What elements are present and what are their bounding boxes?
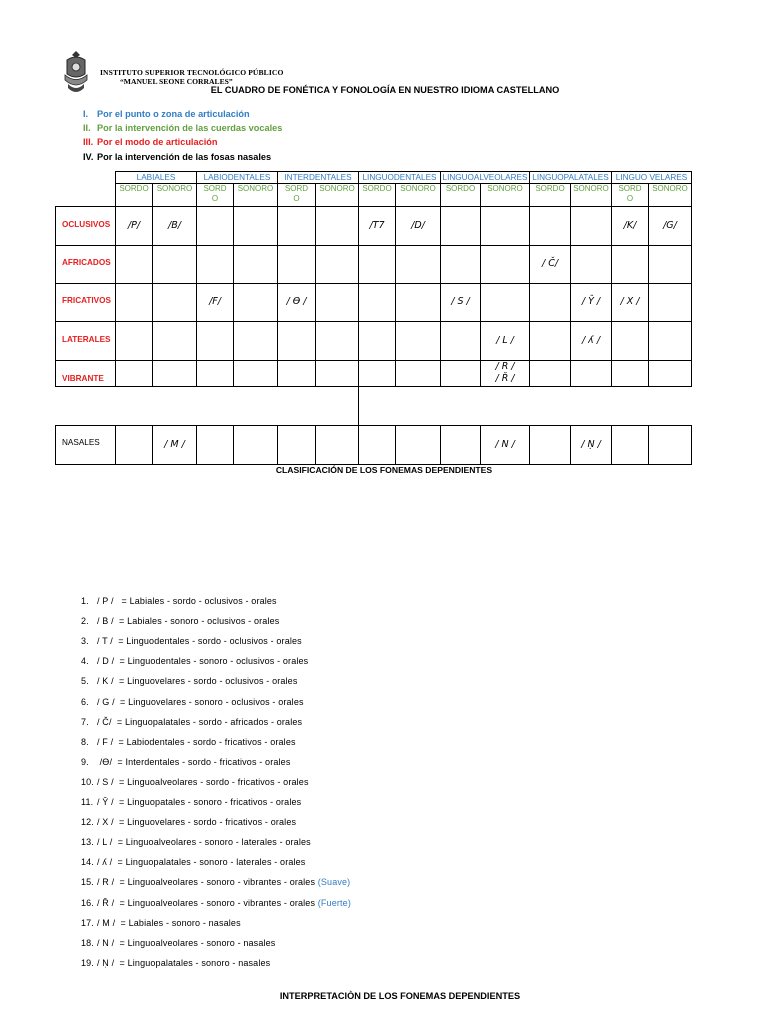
fonema-description: / R / = Linguoalveolares - sonoro - vibrantes - orales — [97, 877, 316, 888]
fonema-list-item — [81, 957, 270, 969]
phoneme-cell: / Ŷ / — [581, 296, 601, 307]
fonema-number: 12. — [81, 817, 94, 828]
row-label-oclusivos: OCLUSIVOS — [62, 220, 111, 229]
phoneme-cell: / L / — [496, 334, 514, 346]
fonema-list-item — [81, 696, 304, 708]
place-header-linguoalveolares: LINGUOALVEOLARES — [442, 173, 528, 182]
voicing-header: SORDO — [535, 184, 565, 193]
place-header-linguopalatales: LINGUOPALATALES — [532, 173, 609, 182]
voicing-header: SORD O — [618, 184, 642, 203]
fonema-number: 4. — [81, 656, 89, 667]
fonema-list-item — [81, 897, 351, 909]
phoneme-cell: / R / / Ř / — [495, 361, 515, 384]
fonema-list-item — [81, 917, 241, 929]
fonema-list-item — [81, 595, 277, 607]
voicing-header: SONORO — [237, 184, 274, 193]
fonema-number: 14. — [81, 857, 94, 868]
fonema-list-item — [81, 856, 305, 868]
fonema-number: 16. — [81, 897, 94, 908]
criterion-3: III. Por el modo de articulación — [83, 137, 218, 147]
institute-name: INSTITUTO SUPERIOR TECNOLÓGICO PÚBLICO — [100, 68, 284, 77]
fonema-description: / K / = Linguovelares - sordo - oclusivos - orales — [97, 676, 298, 687]
fonema-number: 9. — [81, 756, 89, 767]
fonema-list-item — [81, 655, 308, 667]
fonema-description: / Ŷ / = Linguopatales - sonoro - fricativos - orales — [97, 797, 302, 807]
fonema-number: 19. — [81, 957, 94, 968]
voicing-header: SORDO — [445, 184, 476, 193]
fonema-description: / P / = Labiales - sordo - oclusivos - orales — [97, 596, 277, 606]
fonema-list-item — [81, 615, 279, 627]
fonema-description: / Č/ = Linguopalatales - sordo - africados - orales — [97, 716, 303, 727]
fonema-list-item — [81, 937, 275, 949]
fonema-list-item — [81, 816, 296, 828]
place-header-labiales: LABIALES — [136, 173, 176, 182]
voicing-header: SONORO — [573, 184, 609, 193]
place-header-labiodentales: LABIODENTALES — [203, 173, 271, 182]
fonema-list-item — [81, 756, 290, 768]
phoneme-cell: /P/ — [127, 219, 141, 231]
voicing-header: SORD O — [284, 184, 309, 203]
voicing-header: SONORO — [652, 184, 688, 193]
fonema-description: / ʎ / = Linguopalatales - sonoro - laterales - orales — [97, 857, 306, 868]
section-title-dependent: CLASIFICACIÓN DE LOS FONEMAS DEPENDIENTES — [275, 465, 493, 475]
fonema-list-item — [81, 716, 302, 728]
fonema-description: /Ɵ/ = Interdentales - sordo - fricativos - orales — [97, 756, 291, 767]
fonema-description: / Ṇ / = Linguopalatales - sonoro - nasales — [97, 957, 271, 968]
fonema-number: 13. — [81, 837, 94, 848]
fonema-number: 5. — [81, 676, 89, 687]
fonema-number: 6. — [81, 696, 89, 707]
phoneme-cell: / Ṇ / — [581, 438, 601, 450]
row-label-nasales: NASALES — [62, 438, 100, 447]
phoneme-cell: /K/ — [623, 219, 637, 231]
fonema-list-item — [81, 876, 350, 888]
fonema-description: / B / = Labiales - sonoro - oclusivos - orales — [97, 616, 280, 627]
fonema-number: 2. — [81, 616, 89, 627]
voicing-header: SONORO — [400, 184, 436, 193]
row-label-laterales: LATERALES — [62, 335, 111, 344]
phoneme-cell: /B/ — [168, 219, 181, 231]
fonema-list-item — [81, 776, 309, 788]
phoneme-cell: / S / — [451, 296, 470, 307]
fonema-note: (Suave) — [315, 877, 351, 888]
voicing-header: SONORO — [319, 184, 355, 193]
criterion-1: I. Por el punto o zona de articulación — [83, 109, 250, 119]
fonema-description: / L / = Linguoalveolares - sonoro - laterales - orales — [97, 837, 311, 848]
section-title-interpretation: INTERPRETACIÒN DE LOS FONEMAS DEPENDIENTES — [279, 991, 521, 1001]
place-header-linguovelares: LINGUO VELARES — [615, 173, 688, 182]
phoneme-cell: / N / — [495, 438, 515, 450]
fonema-list-item — [81, 635, 302, 647]
fonema-number: 10. — [81, 776, 94, 787]
fonema-list-item — [81, 836, 311, 848]
fonema-description: / S / = Linguoalveolares - sordo - fricativos - orales — [97, 776, 309, 787]
fonema-number: 15. — [81, 877, 94, 888]
fonema-number: 8. — [81, 736, 89, 747]
fonema-description: / N / = Linguoalveolares - sonoro - nasales — [97, 937, 276, 948]
fonema-number: 18. — [81, 937, 94, 948]
criterion-2: II. Por la intervención de las cuerdas vocales — [83, 123, 283, 133]
phoneme-cell: / ʎ / — [581, 334, 601, 346]
fonema-description: / M / = Labiales - sonoro - nasales — [97, 917, 241, 928]
row-label-fricativos: FRICATIVOS — [62, 296, 111, 305]
voicing-header: SORDO — [119, 184, 149, 193]
place-header-linguodentales: LINGUODENTALES — [362, 173, 437, 182]
fonema-number: 7. — [81, 716, 89, 727]
phoneme-cell: /F/ — [209, 296, 221, 307]
voicing-header: SORD O — [203, 184, 227, 203]
fonema-number: 17. — [81, 917, 94, 928]
fonema-description: / Ř / = Linguoalveolares - sonoro - vibrantes - orales — [97, 897, 316, 908]
fonema-number: 3. — [81, 636, 89, 647]
fonema-number: 11. — [81, 797, 94, 807]
fonema-list-item — [81, 675, 298, 687]
criterion-4: IV. Por la intervención de las fosas nasales — [83, 152, 272, 162]
voicing-header: SORDO — [362, 184, 392, 193]
phoneme-cell: /T7 — [369, 219, 385, 231]
fonema-description: / X / = Linguovelares - sordo - fricativos - orales — [97, 817, 297, 828]
row-label-africados: AFRICADOS — [62, 258, 111, 267]
fonema-description: / T / = Linguodentales - sordo - oclusivos - orales — [97, 636, 302, 647]
fonema-description: / F / = Labiodentales - sordo - fricativos - orales — [97, 736, 296, 747]
voicing-header: SONORO — [487, 184, 523, 193]
phoneme-cell: / Ɵ / — [286, 296, 307, 307]
phoneme-cell: / X / — [620, 296, 640, 307]
fonema-number: 1. — [81, 596, 89, 606]
phoneme-cell: /G/ — [663, 219, 677, 231]
phoneme-cell: /D/ — [411, 219, 425, 231]
place-header-interdentales: INTERDENTALES — [284, 173, 352, 182]
page-title: EL CUADRO DE FONÉTICA Y FONOLOGÍA EN NUESTRO IDIOMA CASTELLANO — [210, 85, 560, 95]
row-label-vibrante: VIBRANTE — [62, 374, 104, 383]
fonema-note: (Fuerte) — [315, 897, 351, 908]
phoneme-cell: / M / — [164, 438, 185, 450]
voicing-header: SONORO — [156, 184, 193, 193]
phoneme-table-grid — [0, 0, 768, 470]
institute-subtitle: “MANUEL SEONE CORRALES” — [120, 77, 233, 86]
fonema-description: / D / = Linguodentales - sonoro - oclusivos - orales — [97, 656, 309, 667]
fonema-list-item — [81, 796, 301, 808]
fonema-list-item — [81, 736, 296, 748]
fonema-description: / G / = Linguovelares - sonoro - oclusivos - orales — [97, 696, 304, 707]
phoneme-cell: / Č/ — [541, 258, 559, 269]
